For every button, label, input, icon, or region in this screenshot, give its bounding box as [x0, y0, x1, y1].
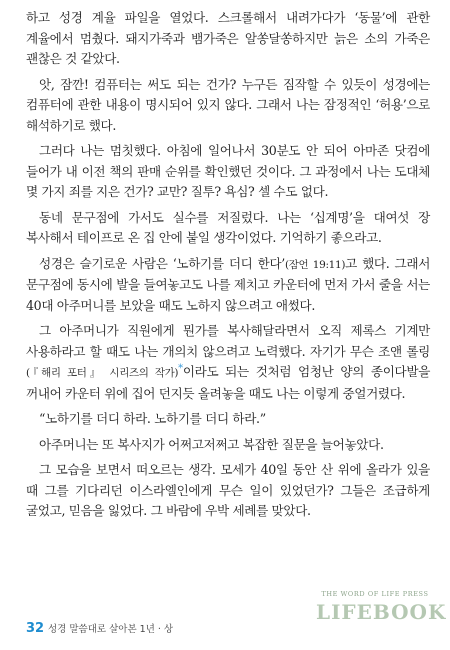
paragraph: 앗, 잠깐! 컴퓨터는 써도 되는 건가? 누구든 짐작할 수 있듯이 성경에는 컴퓨터에 관한 내용이 명시되어 있지 않다. 그래서 나는 잠정적인 ‘허용’으로 해석하기로 했다. — [26, 76, 430, 133]
paragraph: 그 모습을 보면서 떠오르는 생각. 모세가 40일 동안 산 위에 올라가 있을 때 그를 기다리던 이스라엘인에게 무슨 일이 있었던가? 그들은 조급하게 굴었고, 믿음을 잃었다. 그 바람에 우박 세례를 맞았다. — [26, 462, 430, 518]
paragraph: 아주머니는 또 복사지가 어쩌고저쩌고 복잡한 질문을 늘어놓았다. — [39, 436, 384, 452]
paragraph-text: 그 아주머니가 직원에게 뭔가를 복사해달라면서 오직 제록스 기계만 사용하라고 할 때도 나는 개의치 않으려고 노력했다. 자기가 무슨 조앤 롤링 — [26, 323, 430, 359]
paragraph-text: 성경은 슬기로운 사람은 ‘노하기를 더디 한다’ — [39, 255, 285, 271]
paragraph-with-note — [26, 321, 430, 404]
paragraph: 동네 문구점에 가서도 실수를 저질렀다. 나는 ‘십계명’을 대여섯 장 복사해서 테이프로 온 집 안에 붙일 생각이었다. 기억하기 좋으라고. — [26, 209, 430, 245]
paragraph-with-reference — [26, 254, 430, 317]
page-number: 32 — [26, 621, 45, 636]
paragraph-text: 이라도 되는 것처럼 엄청난 양의 종이다발을 꺼내어 카운터 위에 집어 던지듯 올려놓을 때도 나는 이렇게 중얼거렸다. — [26, 364, 431, 401]
logo-tagline: THE WORD OF LIFE PRESS — [321, 590, 429, 598]
footnote-asterisk: * — [178, 362, 183, 374]
inline-note: (『해리 포터』 시리즈의 작가) — [26, 367, 179, 379]
paragraph: 그러다 나는 멈칫했다. 아침에 일어나서 30분도 안 되어 아마존 닷컴에 들어가 내 이전 책의 판매 순위를 확인했던 것이다. 그 과정에서 나는 도대체 몇 가지 죄를 지은 건가? 교만? 질투? 욕심? 셀 수도 없다. — [26, 143, 430, 199]
quote-paragraph: “노하기를 더디 하라. 노하기를 더디 하라.” — [39, 411, 266, 426]
bible-reference: (잠언 19:11) — [284, 258, 346, 271]
paragraph-text: 고 했다. 그래서 문구점에 동시에 발을 들여놓고도 나를 제치고 카운터에 먼저 가서 줄을 서는 40대 아주머니를 보았을 때도 노하지 않으려고 애썼다. — [26, 255, 431, 313]
paragraph: 하고 성경 계율 파일을 열었다. 스크롤해서 내려가다가 ‘동물’에 관한 계율에서 멈췄다. 돼지가죽과 뱀가죽은 알쏭달쏭하지만 늙은 소의 가죽은 괜찮은 것 같았다. — [26, 10, 430, 66]
running-title: 성경 말씀대로 살아본 1년 · 상 — [48, 624, 174, 635]
logo-wordmark: LIFEBOOK — [316, 600, 447, 624]
publisher-logo — [316, 584, 447, 638]
body-text — [26, 8, 430, 527]
page-footer — [0, 580, 450, 650]
